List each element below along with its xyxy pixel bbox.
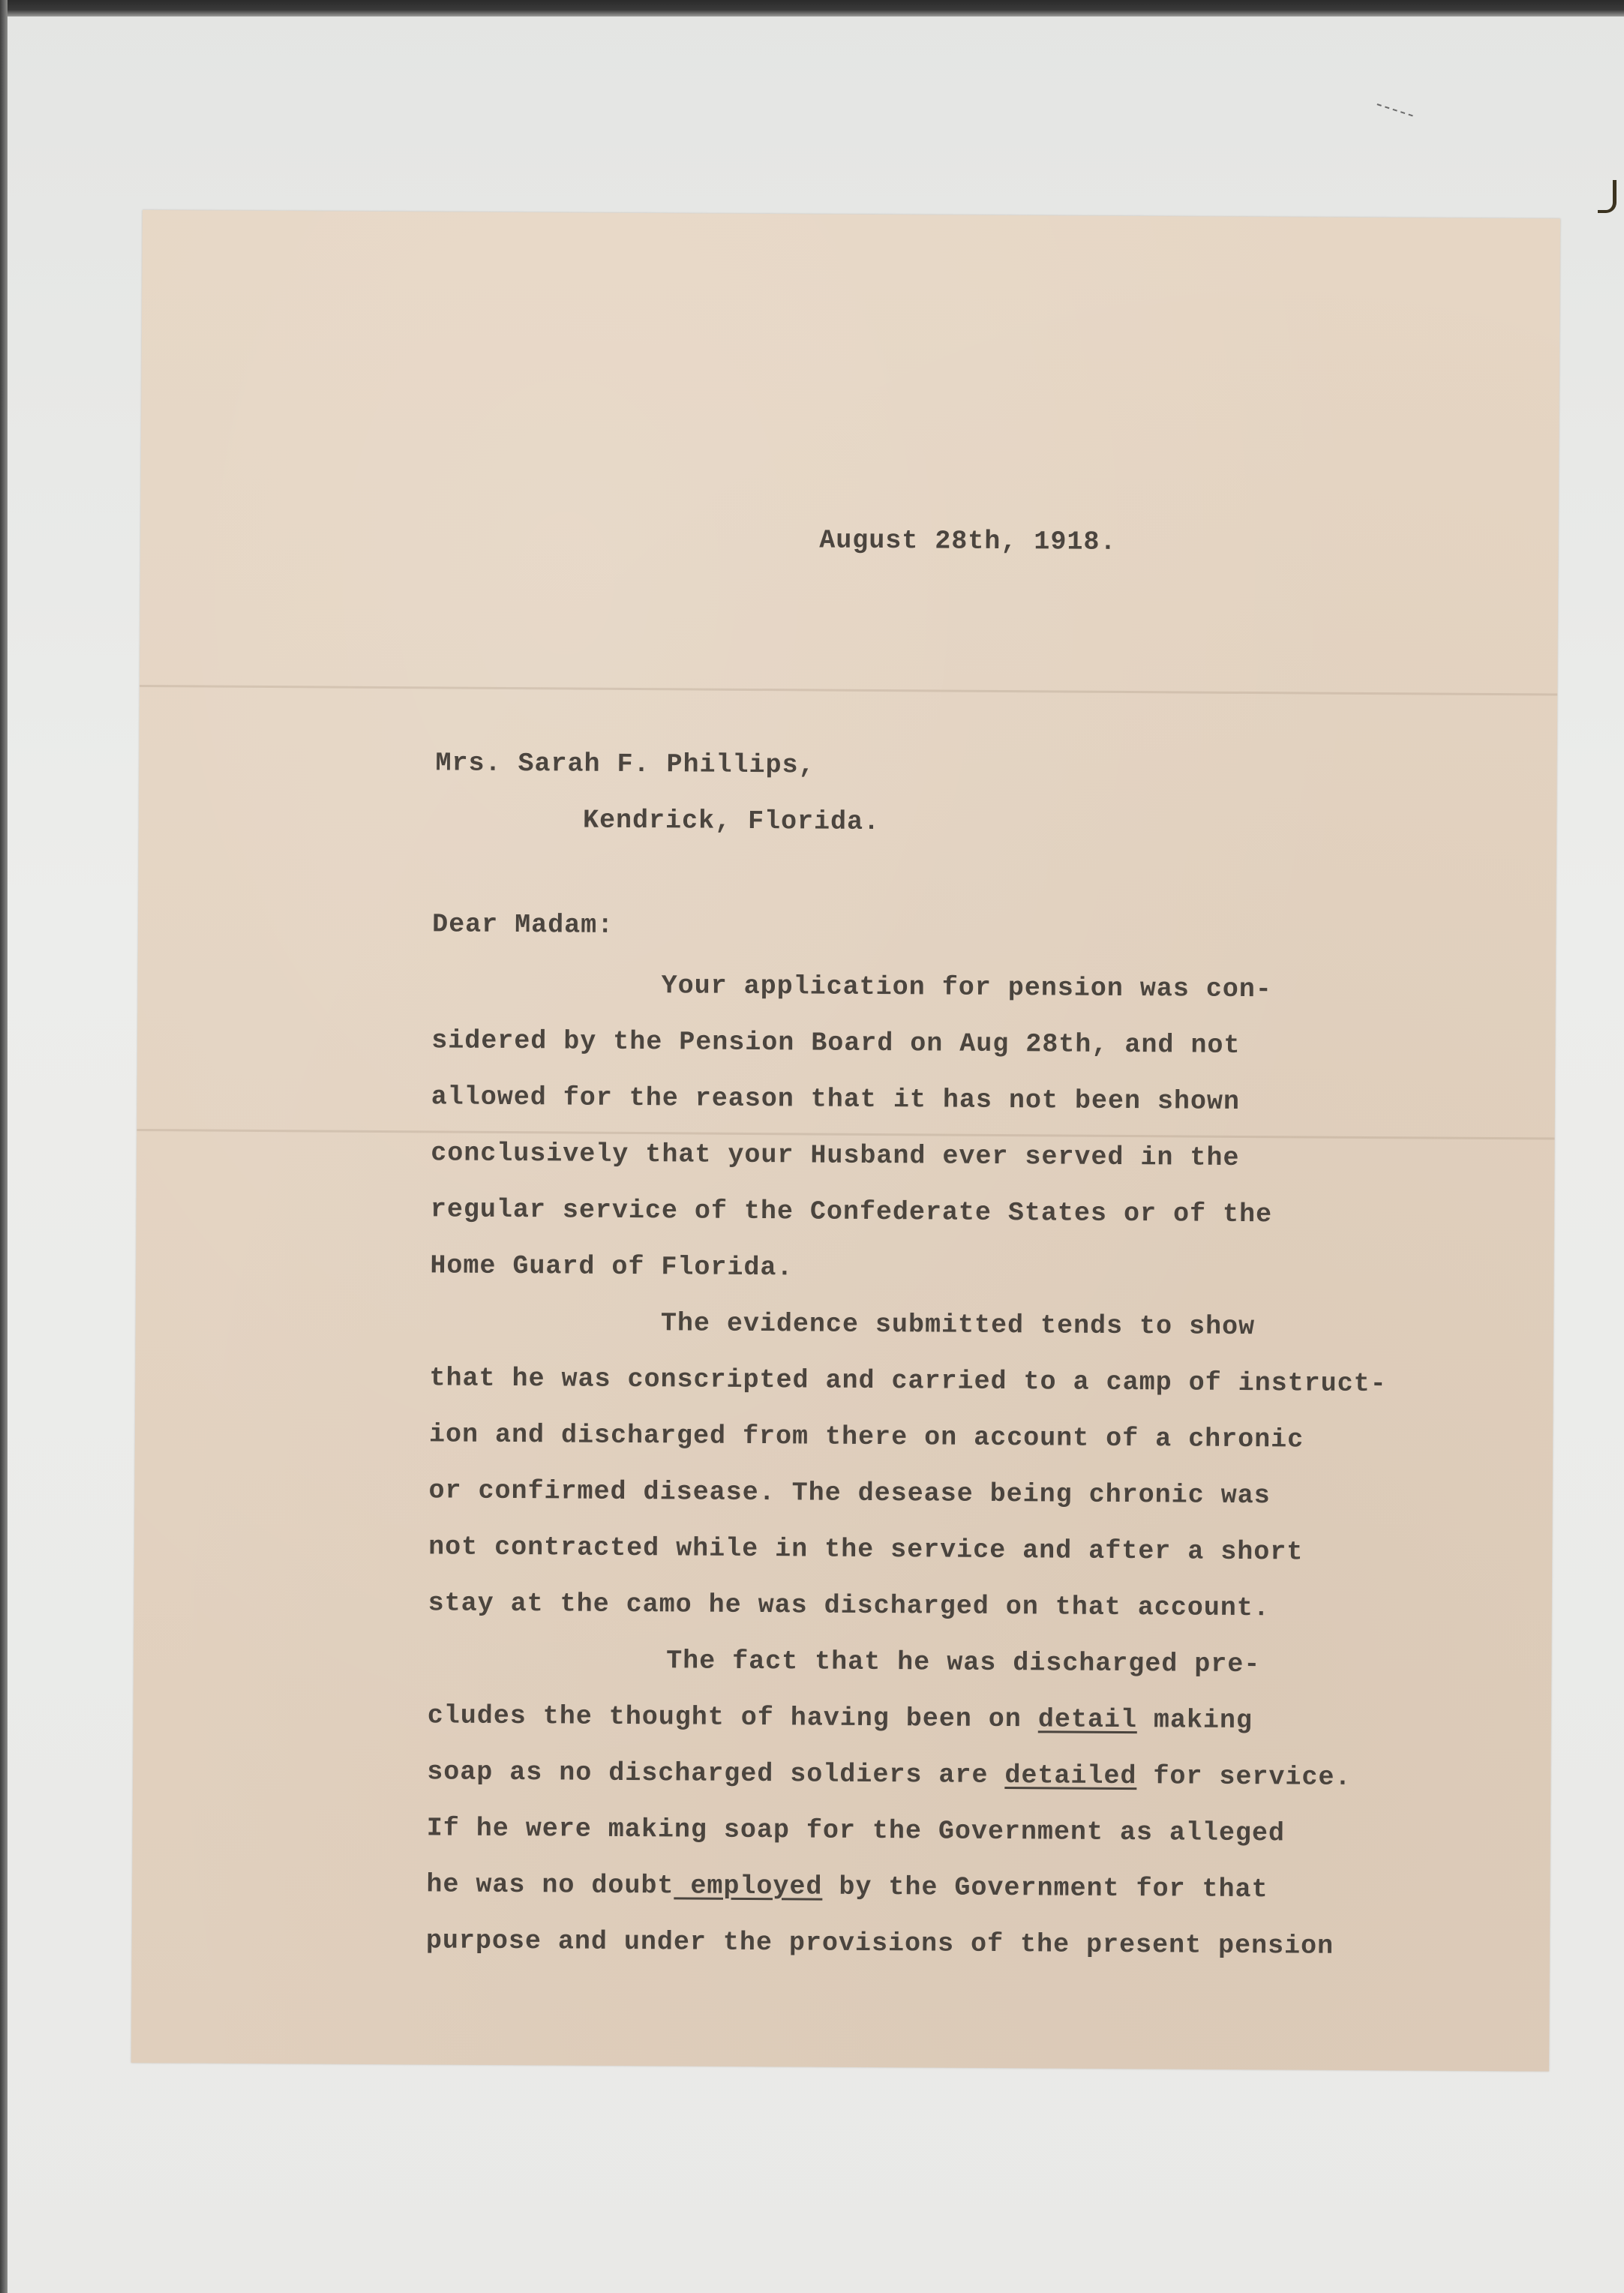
paragraph-2-line: not contracted while in the service and after a short xyxy=(428,1532,1304,1568)
text-run: soap as no discharged soldiers are xyxy=(427,1757,1005,1791)
scanner-left-edge xyxy=(0,0,8,2293)
paragraph-2-line: that he was conscripted and carried to a camp of instruct- xyxy=(429,1363,1387,1400)
text-run: for service. xyxy=(1136,1761,1352,1793)
paragraph-1-line: allowed for the reason that it has not been shown xyxy=(431,1082,1241,1117)
recipient-name: Mrs. Sarah F. Phillips, xyxy=(435,748,815,781)
paragraph-3-line: The fact that he was discharged pre- xyxy=(666,1646,1261,1680)
paper-fold-line xyxy=(140,685,1557,696)
paragraph-2-line: ion and discharged from there on account of a chronic xyxy=(428,1419,1304,1455)
underlined-word: detailed xyxy=(1004,1760,1137,1792)
paragraph-3-line: If he were making soap for the Government as alleged xyxy=(426,1813,1286,1849)
paragraph-2-line: stay at the camo he was discharged on that account. xyxy=(428,1588,1270,1624)
paragraph-3-line xyxy=(427,1757,1351,1793)
recipient-place: Kendrick, Florida. xyxy=(582,805,881,838)
paragraph-3-line xyxy=(426,1869,1268,1904)
salutation: Dear Madam: xyxy=(432,909,614,941)
letter-page xyxy=(131,210,1560,2071)
paragraph-1-line: regular service of the Confederate States or of the xyxy=(430,1194,1273,1230)
text-run: by the Government for that xyxy=(822,1871,1268,1905)
paragraph-1-line: conclusively that your Husband ever served in the xyxy=(431,1138,1240,1173)
paragraph-1-line: Your application for pension was con- xyxy=(661,971,1272,1005)
underlined-word: employed xyxy=(674,1871,823,1902)
paper-fold-line xyxy=(137,1129,1554,1140)
paragraph-1-line: sidered by the Pension Board on Aug 28th, and not xyxy=(431,1025,1241,1061)
paragraph-3-line xyxy=(428,1700,1253,1736)
text-run: making xyxy=(1136,1705,1253,1736)
scanner-top-edge xyxy=(0,0,1624,17)
paragraph-3-line: purpose and under the provisions of the present pension xyxy=(425,1925,1334,1961)
stray-mark xyxy=(1598,180,1616,213)
paragraph-2-line: or confirmed disease. The desease being chronic was xyxy=(428,1475,1271,1511)
letter-date: August 28th, 1918. xyxy=(819,525,1117,557)
text-run: he was no doubt xyxy=(426,1869,674,1901)
text-run: cludes the thought of having been on xyxy=(427,1700,1038,1735)
underlined-word: detail xyxy=(1037,1704,1138,1736)
paragraph-1-line: Home Guard of Florida. xyxy=(430,1250,794,1283)
paragraph-2-line: The evidence submitted tends to show xyxy=(660,1308,1256,1343)
